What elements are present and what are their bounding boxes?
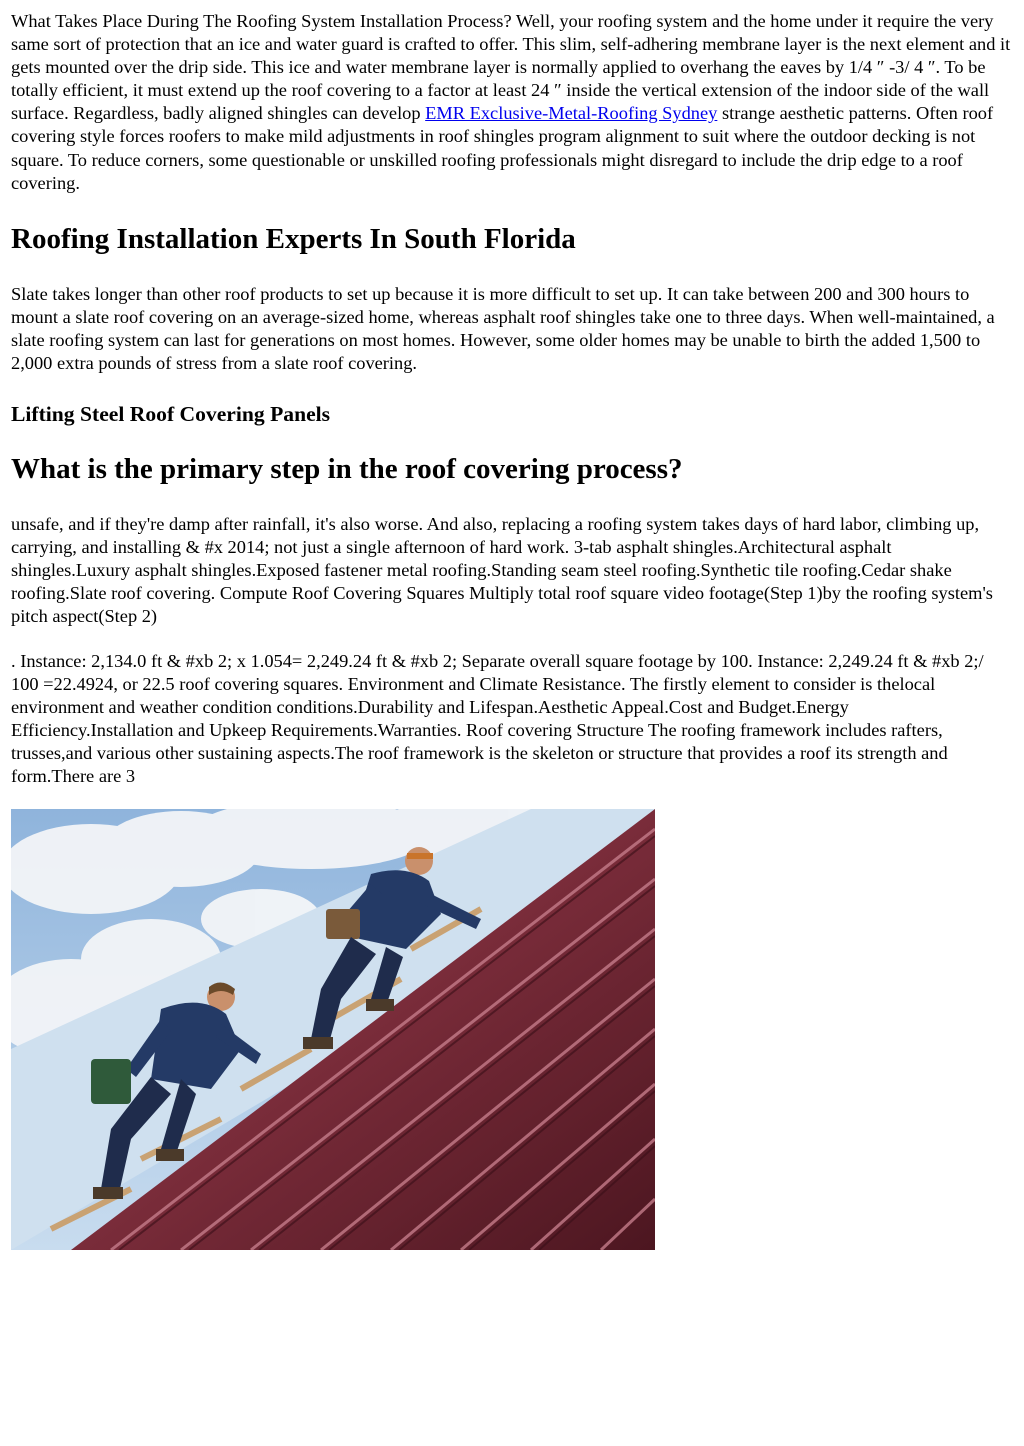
intro-text-start: What Takes Place During The Roofing System Installation Process? Well, your roofing system and the home under it require the very same sort of protection that an ice and water guard is crafted to offer. This slim, self-adhering membrane layer is the next element and it gets mounted over the drip side. This ice and water membrane layer is normally applied to overhang the eaves by 1/4 ″ -3/ 4 ″. To be totally efficient, it must extend up the roof covering to a factor at least 24 ″ inside the vertical extension of the indoor side of the wall surface. Regardless, badly aligned shingles can develop: [11, 11, 1011, 124]
heading-south-florida: Roofing Installation Experts In South Florida: [11, 223, 576, 255]
roof-squares-paragraph: . Instance: 2,134.0 ft & #xb 2; x 1.054= 2,249.24 ft & #xb 2; Separate overall square footage by 100. Instance: 2,249.24 ft & #xb 2;/ 100 =22.4924, or 22.5 roof covering squares. Environment and Climate Resistance. The firstly element to consider is thelocal environment and weather condition conditions.Durability and Lifespan.Aesthetic Appeal.Cost and Budget.Energy Efficiency.Installation and Upkeep Requirements.Warranties. Roof covering Structure The roofing framework includes rafters, trusses,and various other sustaining aspects.The roof framework is the skeleton or structure that provides a roof its strength and form.There are 3: [11, 651, 984, 787]
roof-photo-illustration: [11, 809, 655, 1250]
intro-text-end: strange aesthetic patterns. Often roof covering style forces roofers to make mild adjustments in roof shingles program alignment to suit where the outdoor decking is not square. To reduce corners, some questionable or unskilled roofing professionals might disregard to include the drip edge to a roof covering.: [11, 103, 994, 193]
roofers-on-metal-roof-photo: [11, 809, 655, 1250]
roof-types-paragraph: unsafe, and if they're damp after rainfall, it's also worse. And also, replacing a roofing system takes days of hard labor, climbing up, carrying, and installing & #x 2014; not just a single afternoon of hard work. 3-tab asphalt shingles.Architectural asphalt shingles.Luxury asphalt shingles.Exposed fastener metal roofing.Standing seam steel roofing.Synthetic tile roofing.Cedar shake roofing.Slate roof covering. Compute Roof Covering Squares Multiply total roof square video footage(Step 1)by the roofing system's pitch aspect(Step 2): [11, 514, 993, 627]
intro-paragraph: [11, 10, 1015, 195]
heading-primary-step: What is the primary step in the roof covering process?: [11, 453, 683, 485]
slate-paragraph: Slate takes longer than other roof products to set up because it is more difficult to set up. It can take between 200 and 300 hours to mount a slate roof covering on an average-sized home, whereas asphalt roof shingles take one to three days. When well-maintained, a slate roofing system can last for generations on most homes. However, some older homes may be unable to birth the added 1,500 to 2,000 extra pounds of stress from a slate roof covering.: [11, 284, 995, 374]
emr-roofing-link[interactable]: EMR Exclusive-Metal-Roofing Sydney: [425, 103, 718, 124]
heading-lifting-panels: Lifting Steel Roof Covering Panels: [11, 402, 331, 426]
